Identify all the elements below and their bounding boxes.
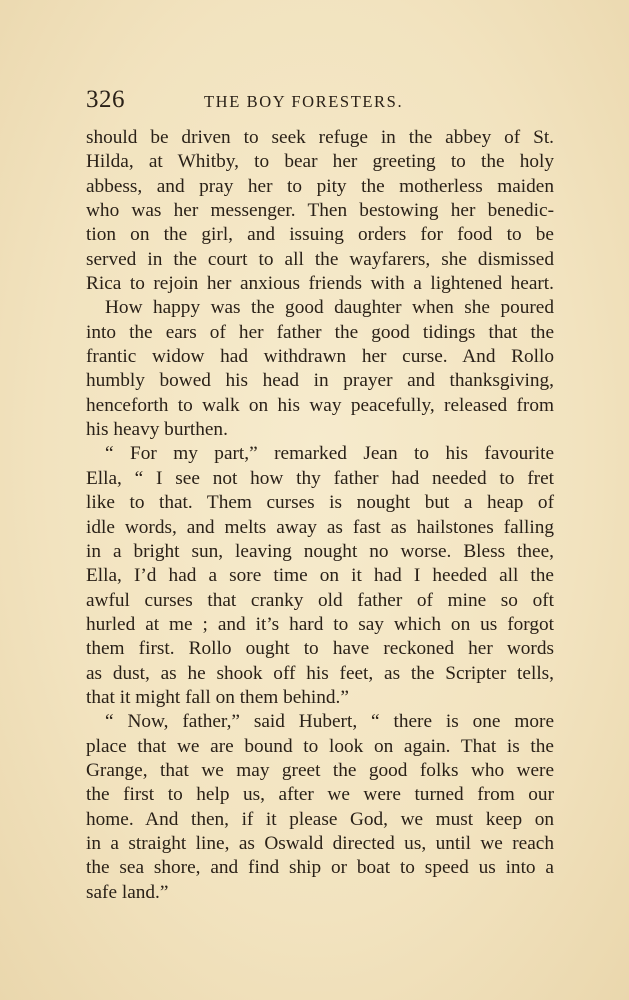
text-line: his heavy burthen. [86,419,228,441]
text-line: Ella, “ I see not how thy father had needed to fret [86,467,554,489]
text-line: the first to help us, after we were turned from our [86,784,554,806]
text-line: in a straight line, as Oswald directed us, until we reach [86,832,554,854]
text-line: hurled at me ; and it’s hard to say which on us forgot [86,613,554,635]
body-text [86,126,554,905]
text-line: frantic widow had withdrawn her curse. And Rollo [86,346,554,368]
text-line: “ Now, father,” said Hubert, “ there is one more [105,711,554,733]
text-line: the sea shore, and find ship or boat to speed us into a [86,857,554,879]
page-number: 326 [86,86,125,113]
text-line: “ For my part,” remarked Jean to his favourite [105,443,554,465]
text-line: as dust, as he shook off his feet, as the Scripter tells, [86,662,554,684]
text-line: who was her messenger. Then bestowing her benedic- [86,200,554,222]
text-line: tion on the girl, and issuing orders for food to be [86,224,554,246]
text-line: them first. Rollo ought to have reckoned her words [86,638,554,660]
text-line: should be driven to seek refuge in the abbey of St. [86,127,554,148]
text-line: henceforth to walk on his way peacefully, released from [86,394,554,416]
text-line: place that we are bound to look on again. That is the [86,735,554,757]
text-line: awful curses that cranky old father of mine so oft [86,589,554,611]
text-line: home. And then, if it please God, we must keep on [86,808,554,830]
text-line: Ella, I’d had a sore time on it had I heeded all the [86,565,554,587]
text-line: idle words, and melts away as fast as hailstones falling [86,516,554,538]
text-line: safe land.” [86,881,169,903]
text-line: Hilda, at Whitby, to bear her greeting to the holy [86,151,554,173]
text-line: How happy was the good daughter when she poured [105,297,554,319]
text-line: Rica to rejoin her anxious friends with a lightened heart. [86,273,554,295]
text-line: in a bright sun, leaving nought no worse. Bless thee, [86,540,554,562]
text-line: like to that. Them curses is nought but a heap of [86,492,554,514]
text-line: that it might fall on them behind.” [86,686,349,708]
text-line: served in the court to all the wayfarers, she dismissed [86,248,554,270]
page-header [86,86,556,116]
text-line: humbly bowed his head in prayer and thanksgiving, [86,370,554,392]
text-line: Grange, that we may greet the good folks who were [86,759,554,781]
text-line: into the ears of her father the good tidings that the [86,321,554,343]
running-head: THE BOY FORESTERS. [204,92,404,111]
text-line: abbess, and pray her to pity the motherless maiden [86,175,554,197]
